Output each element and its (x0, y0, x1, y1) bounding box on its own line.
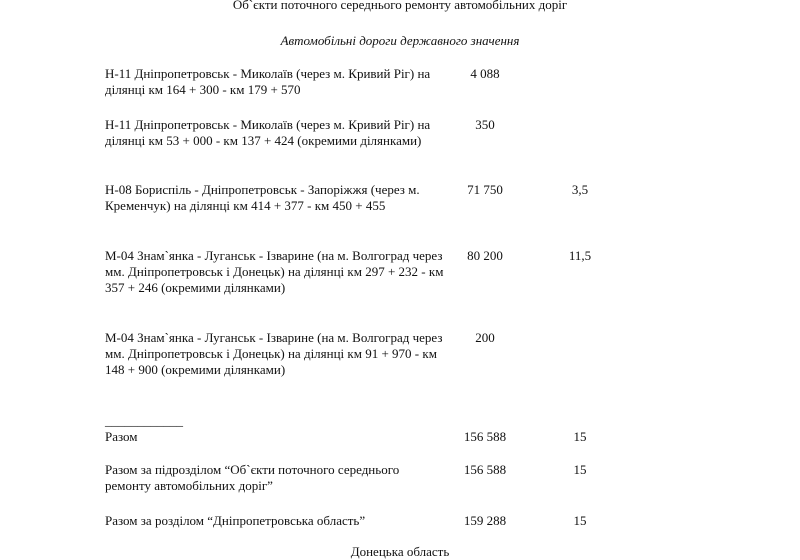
total-amount: 156 588 (463, 429, 507, 444)
total-length: 15 (573, 429, 587, 444)
total-length: 15 (573, 462, 587, 477)
amount-value: 71 750 (467, 182, 503, 197)
amount-value: 200 (475, 330, 495, 345)
next-section-heading: Донецька область (350, 544, 450, 559)
totals-divider: ____________ (105, 413, 183, 428)
document-title: Об`єкти поточного середнього ремонту автомобільних доріг (232, 0, 568, 12)
road-name: Н-11 Дніпропетровськ - Миколаїв (через м. Кривий Ріг) на ділянці км 53 + 000 - км 137 + 424 (окремими ділянками) (105, 117, 431, 148)
length-value: 3,5 (571, 182, 589, 197)
total-length: 15 (573, 513, 587, 528)
road-name: Н-11 Дніпропетровськ - Миколаїв (через м. Кривий Ріг) на ділянці км 164 + 300 - км 179 + 570 (105, 66, 431, 97)
amount-value: 80 200 (467, 248, 503, 263)
total-label: Разом (105, 429, 138, 444)
total-amount: 156 588 (463, 462, 507, 477)
road-name: Н-08 Бориспіль - Дніпропетровськ - Запоріжжя (через м. Кременчук) на ділянці км 414 + 377 - км 450 + 455 (105, 182, 420, 213)
total-label: Разом за розділом “Дніпропетровська область” (105, 513, 366, 528)
length-value: 11,5 (568, 248, 592, 263)
amount-value: 350 (475, 117, 495, 132)
total-label: Разом за підрозділом “Об`єкти поточного середнього ремонту автомобільних доріг” (105, 462, 400, 493)
section-subtitle: Автомобільні дороги державного значення (280, 33, 520, 48)
amount-value: 4 088 (470, 66, 500, 81)
road-name: М-04 Знам`янка - Луганськ - Ізварине (на м. Волгоград через мм. Дніпропетровськ і Донецьк) на ділянці км 91 + 970 - км 148 + 900 (окремими ділянками) (105, 330, 443, 377)
road-name: М-04 Знам`янка - Луганськ - Ізварине (на м. Волгоград через мм. Дніпропетровськ і Донецьк) на ділянці км 297 + 232 - км 357 + 246 (окремими ділянками) (105, 248, 444, 295)
total-amount: 159 288 (463, 513, 507, 528)
